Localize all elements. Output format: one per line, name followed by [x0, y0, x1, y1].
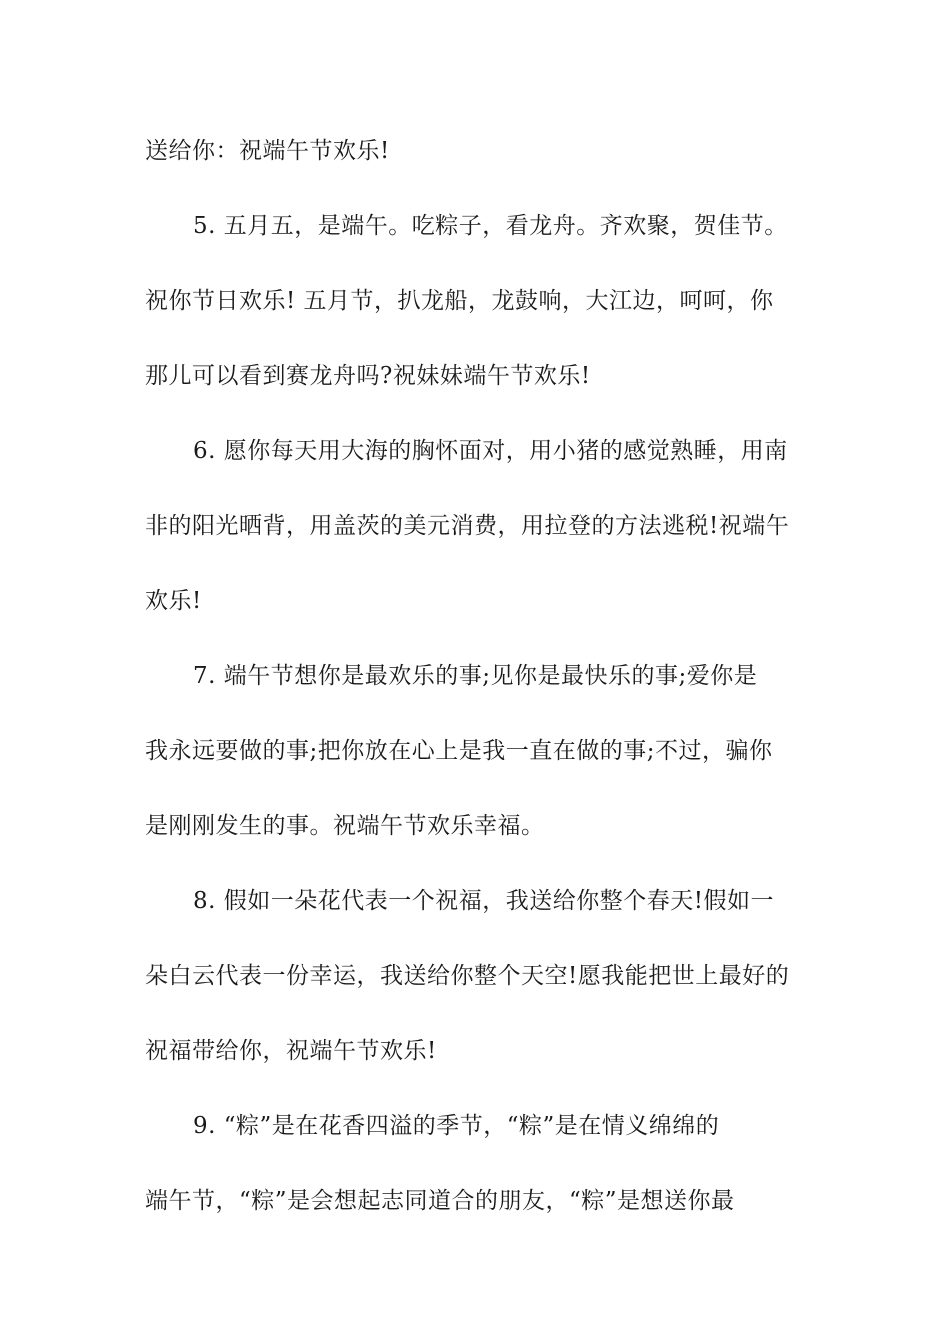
- text-line: 6. 愿你每天用大海的胸怀面对，用小猪的感觉熟睡，用南: [193, 438, 788, 464]
- text-line: 祝福带给你，祝端午节欢乐!: [145, 1038, 437, 1064]
- text-line: 朵白云代表一份幸运，我送给你整个天空!愿我能把世上最好的: [145, 963, 790, 989]
- text-line: 非的阳光晒背，用盖茨的美元消费，用拉登的方法逃税!祝端午: [145, 513, 790, 539]
- text-line: 端午节，“粽”是会想起志同道合的朋友，“粽”是想送你最: [145, 1188, 735, 1214]
- text-line: 送给你：祝端午节欢乐!: [145, 138, 390, 164]
- text-line: 5. 五月五，是端午。吃粽子，看龙舟。齐欢聚，贺佳节。: [193, 213, 788, 239]
- text-line: 8. 假如一朵花代表一个祝福，我送给你整个春天!假如一: [193, 888, 774, 914]
- text-line: 祝你节日欢乐! 五月节，扒龙船，龙鼓响，大江边，呵呵，你: [145, 288, 774, 314]
- text-line: 我永远要做的事;把你放在心上是我一直在做的事;不过，骗你: [145, 738, 773, 764]
- text-line: 是刚刚发生的事。祝端午节欢乐幸福。: [145, 813, 545, 839]
- text-line: 9. “粽”是在花香四溢的季节，“粽”是在情义绵绵的: [193, 1113, 720, 1139]
- text-line: 欢乐!: [145, 588, 202, 614]
- text-line: 那儿可以看到赛龙舟吗?祝妹妹端午节欢乐!: [145, 363, 591, 389]
- text-line: 7. 端午节想你是最欢乐的事;见你是最快乐的事;爱你是: [193, 663, 758, 689]
